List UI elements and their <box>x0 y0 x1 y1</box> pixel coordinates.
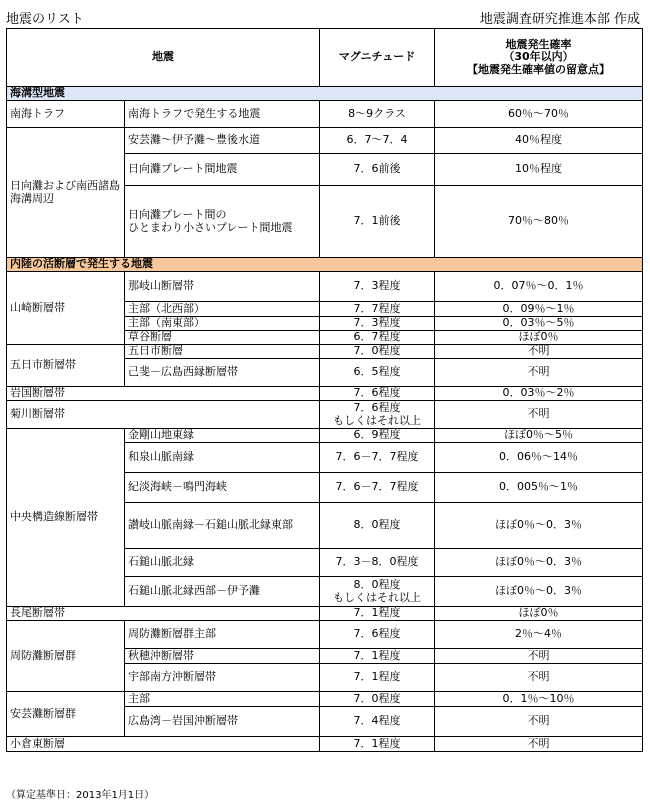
magnitude-cell: 7．3－8．0程度 <box>320 549 435 577</box>
quake-name: 紀淡海峡－鳴門海峡 <box>125 473 320 503</box>
magnitude-cell <box>320 577 435 607</box>
quake-name: 安芸灘～伊予灘～豊後水道 <box>125 128 320 154</box>
magnitude-cell: 7．0程度 <box>320 692 435 707</box>
magnitude-cell: 7．6前後 <box>320 154 435 186</box>
magnitude-cell: 6．9程度 <box>320 429 435 443</box>
category-row <box>7 258 643 272</box>
group-cell: 中央構造線断層帯 <box>7 429 125 607</box>
probability-cell: 不明 <box>435 345 643 359</box>
quake-name: 石鎚山脈北縁 <box>125 549 320 577</box>
earthquake-table <box>6 28 643 752</box>
magnitude-cell: 7．1程度 <box>320 607 435 621</box>
probability-cell: 不明 <box>435 737 643 752</box>
footnote: （算定基準日：2013年1月1日） <box>6 790 155 801</box>
header-magnitude: マグニチュード <box>320 29 435 87</box>
table-row <box>7 692 643 707</box>
probability-cell: 0．005％～1％ <box>435 473 643 503</box>
probability-cell: 10％程度 <box>435 154 643 186</box>
magnitude-cell: 7．1程度 <box>320 664 435 692</box>
magnitude-cell: 7．3程度 <box>320 272 435 302</box>
probability-cell: 0．1％～10％ <box>435 692 643 707</box>
magnitude-cell <box>320 401 435 429</box>
probability-cell: 60％～70％ <box>435 101 643 128</box>
magnitude-cell: 6．7～7．4 <box>320 128 435 154</box>
magnitude-cell: 7．6程度 <box>320 387 435 401</box>
table-row <box>7 401 643 429</box>
magnitude-cell: 7．7程度 <box>320 302 435 317</box>
probability-cell: 70％～80％ <box>435 186 643 258</box>
probability-cell: ほぼ0％～0．3％ <box>435 503 643 549</box>
quake-name <box>125 186 320 258</box>
header-probability <box>435 29 643 87</box>
header-quake: 地震 <box>7 29 320 87</box>
magnitude-cell: 7．4程度 <box>320 707 435 737</box>
magnitude-cell: 7．6－7．7程度 <box>320 473 435 503</box>
magnitude-line2: もしくはそれ以上 <box>333 413 421 427</box>
quake-name: 石鎚山脈北縁西部－伊予灘 <box>125 577 320 607</box>
category-label: 内陸の活断層で発生する地震 <box>7 258 643 272</box>
probability-cell: 0．03％～2％ <box>435 387 643 401</box>
magnitude-cell: 7．1前後 <box>320 186 435 258</box>
table-row <box>7 429 643 443</box>
quake-name: 和泉山脈南縁 <box>125 443 320 473</box>
quake-name: 五日市断層 <box>125 345 320 359</box>
publisher-label: 地震調査研究推進本部 作成 <box>479 12 640 27</box>
probability-cell: 不明 <box>435 649 643 664</box>
probability-cell: 不明 <box>435 359 643 387</box>
quake-name: 宇部南方沖断層帯 <box>125 664 320 692</box>
group-cell: 岩国断層帯 <box>7 387 320 401</box>
group-cell: 小倉東断層 <box>7 737 320 752</box>
probability-cell: 2％～4％ <box>435 621 643 649</box>
quake-name: 主部 <box>125 692 320 707</box>
quake-name-line1: 日向灘プレート間の <box>128 207 227 221</box>
group-cell: 五日市断層帯 <box>7 345 125 387</box>
magnitude-cell: 7．6程度 <box>320 621 435 649</box>
magnitude-cell: 6．7程度 <box>320 331 435 345</box>
quake-name: 秋穂沖断層帯 <box>125 649 320 664</box>
probability-cell: 0．06％～14％ <box>435 443 643 473</box>
quake-name: 讃岐山脈南縁－石鎚山脈北縁東部 <box>125 503 320 549</box>
table-header-row <box>7 29 643 87</box>
probability-cell: ほぼ0％ <box>435 607 643 621</box>
quake-name-line2: ひとまわり小さいプレート間地震 <box>128 220 293 234</box>
table-row <box>7 128 643 154</box>
quake-name: 広島湾－岩国沖断層帯 <box>125 707 320 737</box>
magnitude-line1: 7．6程度 <box>353 400 401 414</box>
magnitude-cell: 7．3程度 <box>320 317 435 331</box>
group-cell: 菊川断層帯 <box>7 401 320 429</box>
table-row <box>7 621 643 649</box>
probability-cell: ほぼ0％～0．3％ <box>435 577 643 607</box>
quake-name: 主部（北西部） <box>125 302 320 317</box>
table-row <box>7 387 643 401</box>
probability-cell: 0．07％～0．1％ <box>435 272 643 302</box>
table-row <box>7 607 643 621</box>
magnitude-cell: 7．6－7．7程度 <box>320 443 435 473</box>
group-cell: 山崎断層帯 <box>7 272 125 345</box>
quake-name: 主部（南東部） <box>125 317 320 331</box>
header-prob-line1: 地震発生確率 <box>505 37 572 51</box>
probability-cell: ほぼ0％～5％ <box>435 429 643 443</box>
quake-name: 日向灘プレート間地震 <box>125 154 320 186</box>
probability-cell: 0．03％～5％ <box>435 317 643 331</box>
category-row <box>7 87 643 101</box>
table-row <box>7 272 643 302</box>
header-prob-line3: 【地震発生確率値の留意点】 <box>467 62 610 76</box>
probability-cell: ほぼ0％ <box>435 331 643 345</box>
magnitude-cell: 7．1程度 <box>320 649 435 664</box>
probability-cell: 0．09％～1％ <box>435 302 643 317</box>
quake-name: 南海トラフで発生する地震 <box>125 101 320 128</box>
probability-cell: 40％程度 <box>435 128 643 154</box>
quake-name: 己斐－広島西縁断層帯 <box>125 359 320 387</box>
header-prob-line2: （30年以内） <box>503 50 574 64</box>
probability-cell: 不明 <box>435 707 643 737</box>
probability-cell: ほぼ0％～0．3％ <box>435 549 643 577</box>
magnitude-line1: 8．0程度 <box>353 577 401 591</box>
probability-cell: 不明 <box>435 664 643 692</box>
magnitude-cell: 6．5程度 <box>320 359 435 387</box>
magnitude-line2: もしくはそれ以上 <box>333 590 421 604</box>
group-cell: 安芸灘断層群 <box>7 692 125 737</box>
table-row <box>7 345 643 359</box>
magnitude-cell: 7．0程度 <box>320 345 435 359</box>
group-cell: 南海トラフ <box>7 101 125 128</box>
table-row <box>7 737 643 752</box>
magnitude-cell: 7．1程度 <box>320 737 435 752</box>
quake-name: 金剛山地東縁 <box>125 429 320 443</box>
magnitude-cell: 8～9クラス <box>320 101 435 128</box>
group-cell: 周防灘断層群 <box>7 621 125 692</box>
page-title: 地震のリスト <box>6 12 84 27</box>
category-label: 海溝型地震 <box>7 87 643 101</box>
group-cell: 日向灘および南西諸島海溝周辺 <box>7 128 125 258</box>
group-cell: 長尾断層帯 <box>7 607 320 621</box>
quake-name: 周防灘断層群主部 <box>125 621 320 649</box>
probability-cell: 不明 <box>435 401 643 429</box>
magnitude-cell: 8．0程度 <box>320 503 435 549</box>
quake-name: 那岐山断層帯 <box>125 272 320 302</box>
quake-name: 草谷断層 <box>125 331 320 345</box>
table-row <box>7 101 643 128</box>
